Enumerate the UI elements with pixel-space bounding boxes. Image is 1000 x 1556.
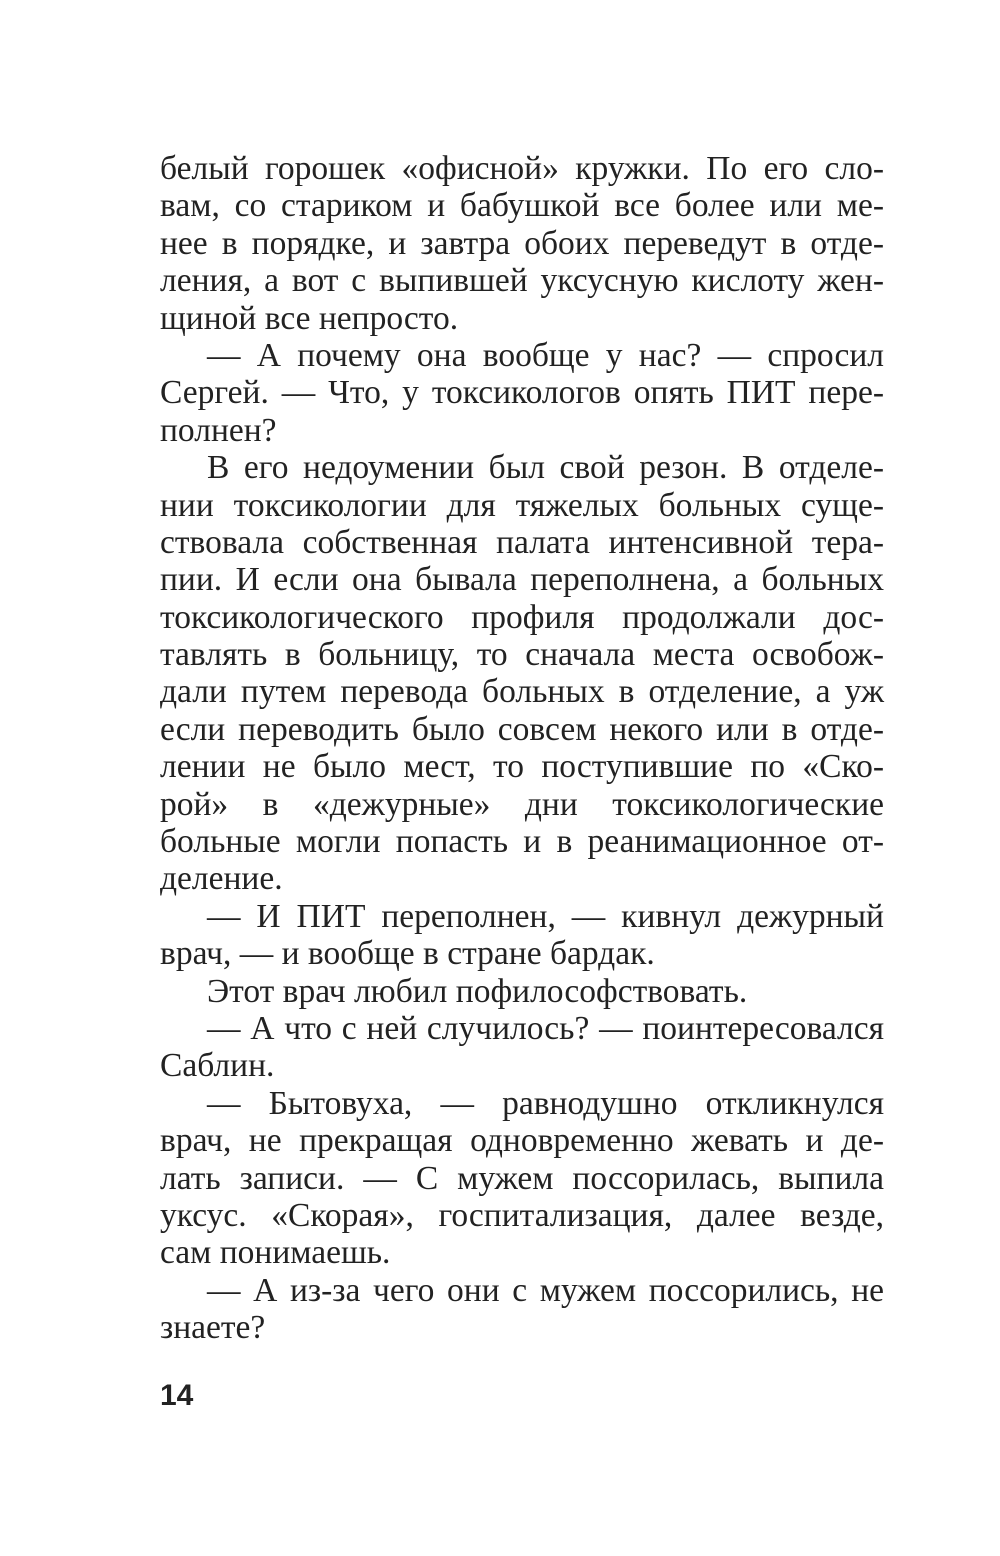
text-line: белый горошек «офисной» кружки. По его сло- <box>160 150 884 187</box>
text-line: врач, не прекращая одновременно жевать и де- <box>160 1122 884 1160</box>
text-line: больные могли попасть и в реанимационное от- <box>160 823 884 861</box>
text-line: нии токсикологии для тяжелых больных суще- <box>160 486 884 524</box>
text-line: тавлять в больницу, то сначала места освобож- <box>160 636 884 674</box>
text-line: если переводить было совсем некого или в отде- <box>160 710 884 748</box>
text-line: полнен? <box>160 411 277 449</box>
text-line: — И ПИТ переполнен, — кивнул дежурный <box>207 897 884 935</box>
text-line: вам, со стариком и бабушкой все более или ме- <box>160 187 884 225</box>
text-line: В его недоумении был свой резон. В отделе- <box>207 449 884 487</box>
text-line: пии. И если она бывала переполнена, а больных <box>160 561 884 599</box>
text-line: Саблин. <box>160 1047 275 1085</box>
text-line: нее в порядке, и завтра обоих переведут в отде- <box>160 224 884 262</box>
text-line: — Бытовуха, — равнодушно откликнулся <box>207 1084 884 1122</box>
text-line: Сергей. — Что, у токсикологов опять ПИТ пере- <box>160 374 884 412</box>
text-line: токсикологического профиля продолжали дос- <box>160 598 884 636</box>
text-line: — А из-за чего они с мужем поссорились, не <box>207 1271 884 1309</box>
text-line: щиной все непросто. <box>160 299 459 337</box>
text-line: — А что с ней случилось? — поинтересовался <box>207 1009 884 1047</box>
body-text <box>160 150 884 1347</box>
text-line: уксус. «Скорая», госпитализация, далее везде, <box>160 1196 884 1234</box>
text-line: врач, — и вообще в стране бардак. <box>160 935 655 973</box>
text-line: сам понимаешь. <box>160 1234 391 1272</box>
text-line: — А почему она вообще у нас? — спросил <box>207 336 884 374</box>
text-line: дали путем перевода больных в отделение, а уж <box>160 673 884 711</box>
text-line: лении не было мест, то поступившие по «Ско- <box>160 748 884 786</box>
page-number: 14 <box>160 1379 194 1412</box>
text-line: знаете? <box>160 1309 266 1347</box>
text-line: рой» в «дежурные» дни токсикологические <box>160 785 884 823</box>
text-line: ления, а вот с выпившей уксусную кислоту жен- <box>160 262 884 300</box>
text-line: деление. <box>160 860 283 898</box>
text-line: лать записи. — С мужем поссорилась, выпила <box>160 1159 884 1197</box>
text-line: Этот врач любил пофилософствовать. <box>207 972 748 1010</box>
text-line: ствовала собственная палата интенсивной тера- <box>160 523 884 561</box>
